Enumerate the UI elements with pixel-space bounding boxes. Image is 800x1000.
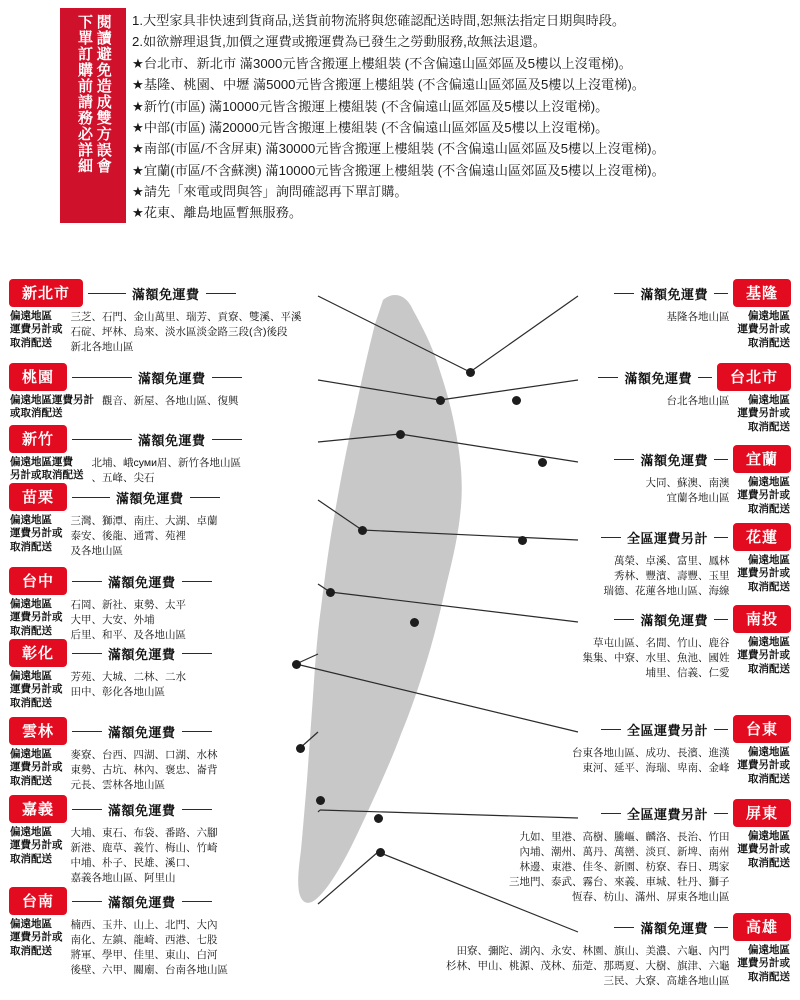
region-cities-tainan: 楠西、玉井、山上、北門、大內 南化、左鎮、龍崎、西港、七股 將軍、學甲、佳里、東山、白河 後壁、六甲、關廟、台南各地山區 [70,919,228,976]
region-note-tainan: 偏遠地區 運費另計或 取消配送 [10,918,63,957]
region-block-yilan [480,446,790,516]
region-cities-taoyuan: 觀音、新屋、各地山區、復興 [102,395,239,407]
notice-line: 1.大型家具非快速到貨商品,送貨前物流將與您確認配送時間,恕無法指定日期與時段。 [132,13,626,28]
region-note-yilan: 偏遠地區 運費另計或 取消配送 [737,476,790,515]
region-tag-changhua[interactable]: 彰化 [10,640,66,666]
region-fee-miaoli: 滿額免運費 [116,490,184,506]
region-fee-yilan: 滿額免運費 [640,452,708,468]
notice-line: ★中部(市區) 滿20000元皆含搬運上樓組裝 (不含偏遠山區郊區及5樓以上沒電梯)。 [132,119,609,135]
region-tag-keelung[interactable]: 基隆 [734,280,790,306]
notice-line-list [132,0,800,224]
region-cities-taitung: 台東各地山區、成功、長濱、進漢 東河、延平、海瑞、卑南、金峰 [572,747,730,774]
region-note-new-taipei: 偏遠地區 運費另計或 取消配送 [10,310,63,349]
region-fee-pingtung: 全區運費另計 [626,806,708,822]
region-tag-yunlin[interactable]: 雲林 [10,718,66,744]
region-fee-taipei: 滿額免運費 [624,370,692,386]
region-fee-nantou: 滿額免運費 [640,612,708,628]
region-note-taitung: 偏遠地區 運費另計或 取消配送 [737,746,790,785]
region-tag-nantou[interactable]: 南投 [734,606,790,632]
notice-line: ★台北市、新北市 滿3000元皆含搬運上樓組裝 (不含偏遠山區郊區及5樓以上沒電梯)。 [132,55,632,71]
region-note-taichung: 偏遠地區 運費另計或 取消配送 [10,598,63,637]
region-fee-hualien: 全區運費另計 [626,530,708,546]
region-tag-pingtung[interactable]: 屏東 [734,800,790,826]
map-dot-keelung [466,368,475,377]
notice-line: ★花東、離島地區暫無服務。 [132,205,303,221]
region-cities-changhua: 芳苑、大城、二林、二水 田中、彰化各地山區 [70,671,186,698]
region-note-taoyuan: 偏遠地區運費另計 或取消配送 [10,394,94,420]
region-note-hualien: 偏遠地區 運費另計或 取消配送 [737,554,790,593]
region-cities-chiayi: 大埔、東石、布袋、番路、六腳 新港、鹿草、義竹、梅山、竹崎 中埔、朴子、民雄、溪口、 嘉義各地山區、阿里山 [70,827,218,884]
region-cities-nantou: 草屯山區、名間、竹山、鹿谷 集集、中寮、水里、魚池、國姓 埔里、信義、仁愛 [582,637,730,679]
region-block-pingtung [440,800,790,905]
region-block-new-taipei [10,280,320,355]
region-block-kaohsiung [400,914,790,989]
region-tag-hualien[interactable]: 花蓮 [734,524,790,550]
region-cities-miaoli: 三灣、獅潭、南庄、大湖、卓蘭 泰安、後龍、通霄、苑裡 及各地山區 [70,515,218,557]
region-block-tainan [10,888,320,978]
region-note-chiayi: 偏遠地區 運費另計或 取消配送 [10,826,63,865]
region-cities-taipei: 台北各地山區 [666,395,730,407]
map-dot-taoyuan [396,430,405,439]
region-cities-yilan: 大同、蘇澳、南澳 宜蘭各地山區 [645,477,730,504]
region-fee-changhua: 滿額免運費 [108,646,176,662]
region-note-miaoli: 偏遠地區 運費另計或 取消配送 [10,514,63,553]
region-block-taoyuan [10,364,320,421]
map-dot-taichung [326,588,335,597]
region-block-taipei [480,364,790,434]
region-cities-hsinchu: 北埔、峨суми眉、新竹各地山區 、五峰、尖石 [91,457,241,484]
region-tag-tainan[interactable]: 台南 [10,888,66,914]
region-fee-hsinchu: 滿額免運費 [138,432,206,448]
region-note-nantou: 偏遠地區 運費另計或 取消配送 [737,636,790,675]
notice-line: ★基隆、桃園、中壢 滿5000元皆含搬運上樓組裝 (不含偏遠山區郊區及5樓以上沒電梯)。 [132,77,645,93]
shipping-notice [0,0,800,272]
region-tag-chiayi[interactable]: 嘉義 [10,796,66,822]
region-cities-yunlin: 麥寮、台西、四湖、口湖、水林 東勢、古坑、林內、褒忠、崙背 元長、雲林各地山區 [70,749,218,791]
region-note-hsinchu: 偏遠地區運費 另計或取消配送 [10,456,84,482]
region-tag-kaohsiung[interactable]: 高雄 [734,914,790,940]
region-tag-miaoli[interactable]: 苗栗 [10,484,66,510]
region-tag-hsinchu[interactable]: 新竹 [10,426,66,452]
region-cities-keelung: 基隆各地山區 [666,311,730,323]
notice-line: ★新竹(市區) 滿10000元皆含搬運上樓組裝 (不含偏遠山區郊區及5樓以上沒電梯)。 [132,98,609,114]
region-block-taitung [480,716,790,786]
region-block-taichung [10,568,320,643]
region-fee-yunlin: 滿額免運費 [108,724,176,740]
region-tag-taichung[interactable]: 台中 [10,568,66,594]
map-dot-miaoli [358,526,367,535]
region-cities-hualien: 萬榮、卓溪、富里、鳳林 秀林、豐濱、壽豐、玉里 瑞德、花蓮各地山區、海線 [603,555,730,597]
notice-line: 2.如欲辦理退貨,加價之運費或搬運費為已發生之勞動服務,故無法退還。 [132,34,546,50]
region-fee-taichung: 滿額免運費 [108,574,176,590]
region-fee-kaohsiung: 滿額免運費 [640,920,708,936]
region-fee-new-taipei: 滿額免運費 [132,286,200,302]
map-dot-new-taipei [436,396,445,405]
region-block-keelung [480,280,790,350]
map-dot-taitung [374,814,383,823]
region-fee-chiayi: 滿額免運費 [108,802,176,818]
map-dot-pingtung [376,848,385,857]
region-note-taipei: 偏遠地區 運費另計或 取消配送 [737,394,790,433]
notice-line: ★宜蘭(市區/不含蘇澳) 滿10000元皆含搬運上樓組裝 (不含偏遠山區郊區及5樓以上沒電梯)。 [132,162,665,178]
region-fee-taitung: 全區運費另計 [626,722,708,738]
region-block-hsinchu [10,426,320,486]
notice-line: ★南部(市區/不含屏東) 滿30000元皆含搬運上樓組裝 (不含偏遠山區郊區及5樓以上沒電梯)。 [132,141,665,157]
region-block-hualien [480,524,790,599]
map-dot-nantou [410,618,419,627]
region-block-miaoli [10,484,320,559]
region-tag-new-taipei[interactable]: 新北市 [10,280,82,306]
region-block-yunlin [10,718,320,793]
region-tag-yilan[interactable]: 宜蘭 [734,446,790,472]
region-fee-tainan: 滿額免運費 [108,894,176,910]
region-tag-taitung[interactable]: 台東 [734,716,790,742]
notice-line: ★請先「來電或問與答」詢問確認再下單訂購。 [132,184,408,199]
notice-badge-left-text: 下單訂購前請務必詳細 [76,14,93,174]
notice-badge-right-text: 閱讀避免造成雙方誤會 [94,14,112,174]
region-cities-taichung: 石岡、新社、東勢、太平 大甲、大安、外埔 后里、和平、及各地山區 [70,599,186,641]
region-fee-keelung: 滿額免運費 [640,286,708,302]
region-tag-taipei[interactable]: 台北市 [718,364,790,390]
region-note-kaohsiung: 偏遠地區 運費另計或 取消配送 [737,944,790,983]
notice-badge [60,8,126,223]
region-cities-new-taipei: 三芝、石門、金山萬里、瑞芳、貢寮、雙溪、平溪 石碇、坪林、烏來、淡水區淡金路三段(含)後段 新北各地山區 [70,311,302,353]
region-cities-pingtung: 九如、里港、高樹、騰嶇、麟洛、長治、竹田 內埔、潮州、萬丹、萬巒、淡頁、新埤、南州 林邊、東港、佳冬、新園、枋寮、春日、瑪家 三地門、泰武、霧台、來義、車城、牡丹、獅子 恆春、枋山、滿州、屏東各地山區 [509,831,730,903]
region-cities-kaohsiung: 田寮、彌陀、湖內、永安、林園、旗山、美濃、六龜、內門 杉林、甲山、桃源、茂林、茄萣、那瑪夏、大樹、旗津、六龜 三民、大寮、高雄各地山區 [446,945,730,987]
region-fee-taoyuan: 滿額免運費 [138,370,206,386]
region-note-yunlin: 偏遠地區 運費另計或 取消配送 [10,748,63,787]
region-note-pingtung: 偏遠地區 運費另計或 取消配送 [737,830,790,869]
region-note-changhua: 偏遠地區 運費另計或 取消配送 [10,670,63,709]
taiwan-delivery-map [0,272,800,1000]
region-block-chiayi [10,796,320,886]
region-tag-taoyuan[interactable]: 桃園 [10,364,66,390]
region-block-nantou [480,606,790,681]
region-note-keelung: 偏遠地區 運費另計或 取消配送 [737,310,790,349]
region-block-changhua [10,640,320,710]
